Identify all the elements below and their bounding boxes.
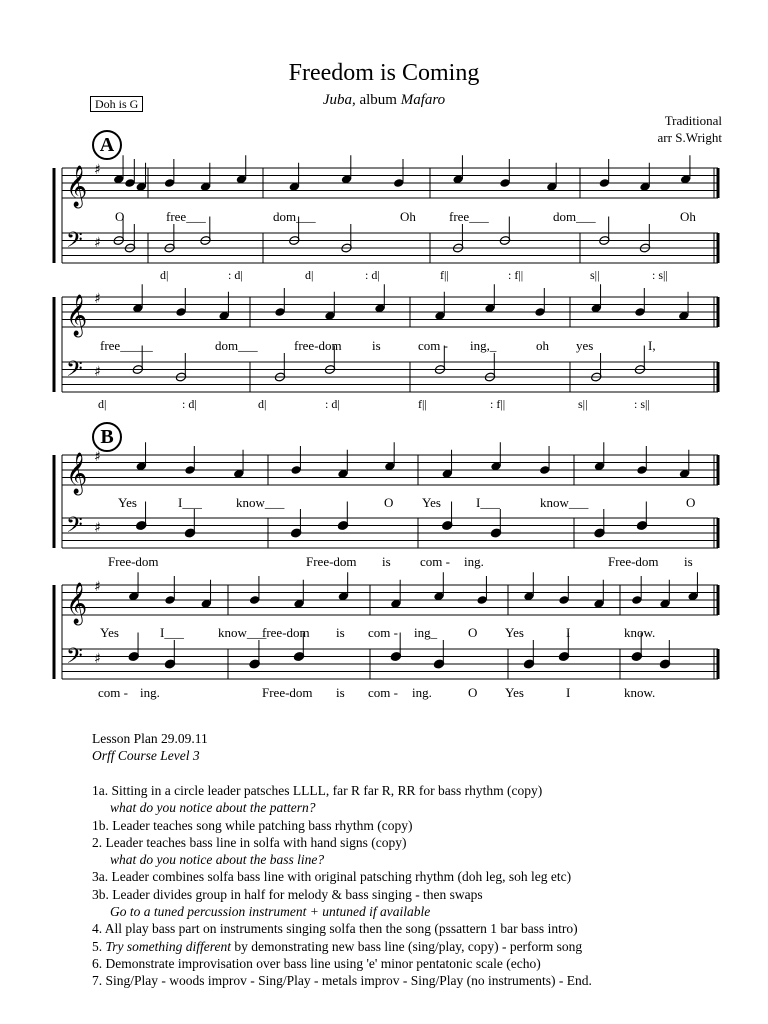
key-box: Doh is G — [90, 96, 143, 112]
treble-clef-icon: 𝄞 — [66, 295, 88, 336]
sharp-icon: ♯ — [94, 162, 101, 178]
sharp-icon: ♯ — [94, 364, 101, 380]
solfa: d| — [160, 268, 169, 282]
lyric: Oh — [400, 209, 416, 224]
lyric: Oh — [680, 209, 696, 224]
song-title: Freedom is Coming — [288, 60, 480, 86]
lyric: is — [336, 625, 345, 640]
treble-clef-icon: 𝄞 — [66, 583, 88, 624]
bass-clef-icon: 𝄢 — [66, 228, 83, 258]
lesson-item: 5. Try something different by demonstrating new bass line (sing/play, copy) - perform song — [92, 938, 583, 954]
lesson-note: what do you notice about the pattern? — [110, 800, 316, 816]
bass-lyric: O — [468, 685, 478, 700]
lyric: I___ — [160, 625, 184, 640]
solfa: f|| — [418, 397, 427, 411]
lyric: Yes — [118, 495, 137, 510]
solfa: d| — [258, 397, 267, 411]
lesson-list — [92, 782, 592, 990]
solfa: f|| — [440, 268, 449, 282]
solfa: : d| — [325, 397, 340, 411]
composer-line-1: Traditional — [664, 113, 722, 128]
lyric: O — [115, 209, 125, 224]
sharp-icon: ♯ — [94, 449, 101, 465]
artist-name: Juba — [322, 92, 352, 108]
lesson-item: 3a. Leader combines solfa bass line with original patsching rhythm (doh leg, soh leg etc) — [92, 869, 572, 885]
treble-clef-icon: 𝄞 — [66, 453, 88, 494]
sharp-icon: ♯ — [94, 651, 101, 667]
lesson-item: 2. Leader teaches bass line in solfa with hand signs (copy) — [92, 834, 407, 850]
lyric: oh — [536, 338, 549, 353]
solfa: : d| — [182, 397, 197, 411]
lyric: free-dom — [262, 625, 310, 640]
lyric: Yes — [422, 495, 441, 510]
lesson-item: 1a. Sitting in a circle leader patsches LLLL, far R far R, RR for bass rhythm (copy) — [92, 783, 543, 798]
lyric: I, — [648, 338, 656, 353]
lyric: com - — [418, 338, 448, 353]
solfa: d| — [305, 268, 314, 282]
bass-lyric: is — [382, 554, 391, 569]
solfa: : d| — [228, 268, 243, 282]
lyric: I___ — [476, 495, 500, 510]
lyric: know. — [624, 625, 656, 640]
bass-lyric: com - — [368, 685, 398, 700]
bass-lyric: know. — [624, 685, 656, 700]
lyric: know___ — [236, 495, 285, 510]
solfa: : f|| — [508, 268, 524, 282]
lyric: dom___ — [553, 209, 596, 224]
lesson-subtitle: Orff Course Level 3 — [92, 748, 200, 763]
sharp-icon: ♯ — [94, 291, 101, 307]
lesson-item: 3b. Leader divides group in half for melody & bass singing - then swaps — [92, 886, 483, 902]
bass-lyric: I — [566, 685, 571, 700]
rehearsal-mark-b: B — [92, 422, 122, 452]
bass-lyric: Free-dom — [608, 554, 659, 569]
lyric: ing_ — [414, 625, 438, 640]
lyric: free_____ — [100, 338, 153, 353]
lyric: Yes — [505, 625, 524, 640]
sharp-icon: ♯ — [94, 520, 101, 536]
solfa: : d| — [365, 268, 380, 282]
arranger-line: arr S.Wright — [657, 130, 722, 145]
bass-lyric: Yes — [505, 685, 524, 700]
lyric: ing,_ — [470, 338, 497, 353]
lesson-note: Go to a tuned percussion instrument + untuned if available — [110, 904, 431, 920]
solfa: d| — [98, 397, 107, 411]
lyric: know___ — [540, 495, 589, 510]
solfa: s|| — [578, 397, 588, 411]
rehearsal-mark-a: A — [92, 130, 122, 160]
treble-clef-icon: 𝄞 — [66, 166, 88, 207]
lyric: dom___ — [273, 209, 316, 224]
lesson-item: 4. All play bass part on instruments singing solfa then the song (pssattern 1 bar bass intro) — [92, 921, 578, 937]
lyric: com - — [368, 625, 398, 640]
lyric: free___ — [166, 209, 206, 224]
bass-lyric: is — [336, 685, 345, 700]
sharp-icon: ♯ — [94, 579, 101, 595]
subtitle-mid: , album — [351, 92, 401, 108]
lyric: is — [372, 338, 381, 353]
lyric: O — [468, 625, 478, 640]
lyric: yes — [576, 338, 594, 353]
album-name: Mafaro — [400, 92, 446, 108]
bass-lyric: ing. — [412, 685, 432, 700]
lesson-note: what do you notice about the bass line? — [110, 852, 325, 868]
lyric: Yes — [100, 625, 119, 640]
lesson-title: Lesson Plan 29.09.11 — [92, 731, 208, 746]
lesson-item: 1b. Leader teaches song while patching bass rhythm (copy) — [92, 817, 413, 833]
lesson-item: 7. Sing/Play - woods improv - Sing/Play - metals improv - Sing/Play (no instruments) - End. — [92, 973, 592, 989]
sharp-icon: ♯ — [94, 235, 101, 251]
bass-clef-icon: 𝄢 — [66, 357, 83, 387]
bass-lyric: ing. — [140, 685, 160, 700]
lyric: dom___ — [215, 338, 258, 353]
solfa: : s|| — [634, 397, 650, 411]
bass-clef-icon: 𝄢 — [66, 513, 83, 543]
lyric: free-dom — [294, 338, 342, 353]
bass-lyric: ing. — [464, 554, 484, 569]
bass-lyric: com - — [420, 554, 450, 569]
solfa: : f|| — [490, 397, 506, 411]
lyric: O — [384, 495, 394, 510]
bass-clef-icon: 𝄢 — [66, 644, 83, 674]
solfa: s|| — [590, 268, 600, 282]
bass-lyric: Free-dom — [306, 554, 357, 569]
lyric: know___ — [218, 625, 267, 640]
solfa: : s|| — [652, 268, 668, 282]
bass-lyric: com - — [98, 685, 128, 700]
lyric: I — [566, 625, 571, 640]
lyric: free___ — [449, 209, 489, 224]
lyric: I___ — [178, 495, 202, 510]
bass-lyric: Free-dom — [108, 554, 159, 569]
bass-lyric: Free-dom — [262, 685, 313, 700]
lesson-item: 6. Demonstrate improvisation over bass line using 'e' minor pentatonic scale (echo) — [92, 955, 541, 971]
bass-lyric: is — [684, 554, 693, 569]
lyric: O — [686, 495, 696, 510]
